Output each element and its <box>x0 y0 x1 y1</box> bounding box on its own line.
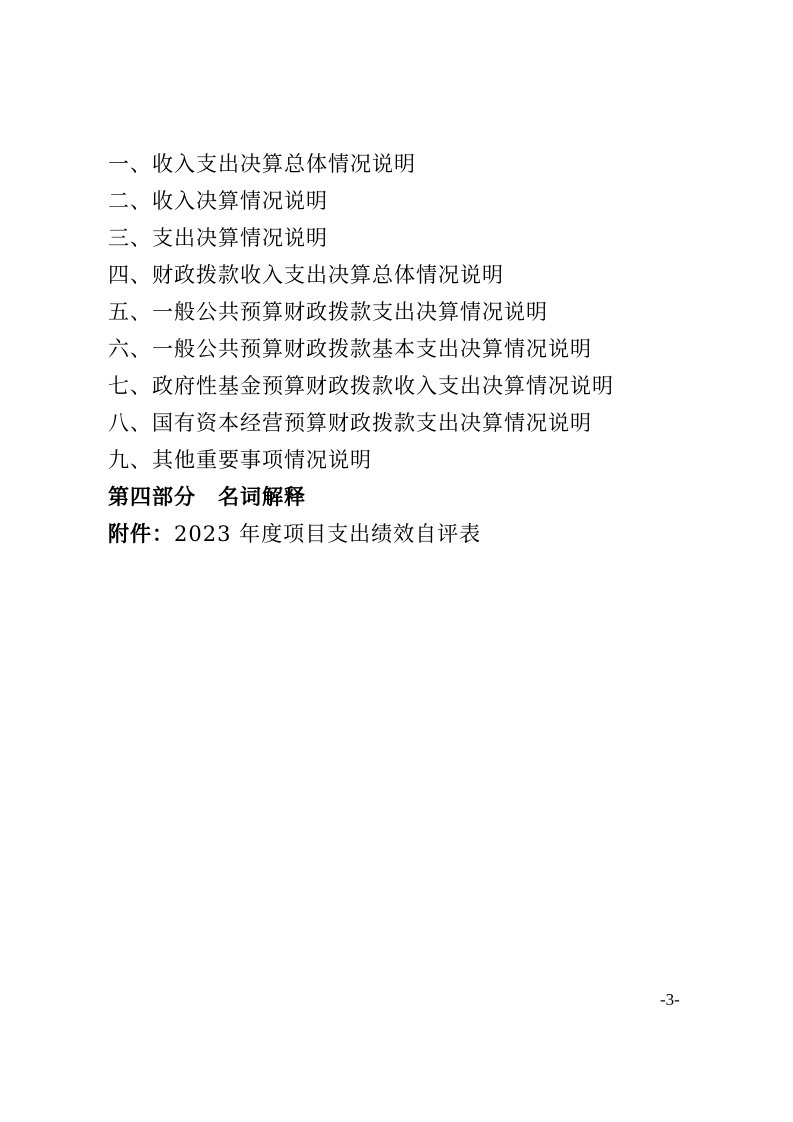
attachment-label: 附件： <box>108 522 174 546</box>
toc-item-7: 七、政府性基金预算财政拨款收入支出决算情况说明 <box>108 374 614 398</box>
part4-label: 第四部分 <box>108 485 196 509</box>
toc-item-1: 一、收入支出决算总体情况说明 <box>108 152 416 176</box>
attachment-text: 2023 年度项目支出绩效自评表 <box>174 522 482 546</box>
toc-item-6: 六、一般公共预算财政拨款基本支出决算情况说明 <box>108 337 592 361</box>
toc-item-8: 八、国有资本经营预算财政拨款支出决算情况说明 <box>108 411 592 435</box>
toc-item-4: 四、财政拨款收入支出决算总体情况说明 <box>108 263 504 287</box>
toc-part4-heading <box>108 479 748 516</box>
table-of-contents <box>108 146 748 553</box>
part4-title: 名词解释 <box>218 485 306 509</box>
toc-item-5: 五、一般公共预算财政拨款支出决算情况说明 <box>108 300 548 324</box>
toc-item-9: 九、其他重要事项情况说明 <box>108 448 372 472</box>
toc-item-3: 三、支出决算情况说明 <box>108 226 328 250</box>
toc-item-2: 二、收入决算情况说明 <box>108 189 328 213</box>
toc-attachment <box>108 516 748 553</box>
page-number: -3- <box>660 990 680 1009</box>
